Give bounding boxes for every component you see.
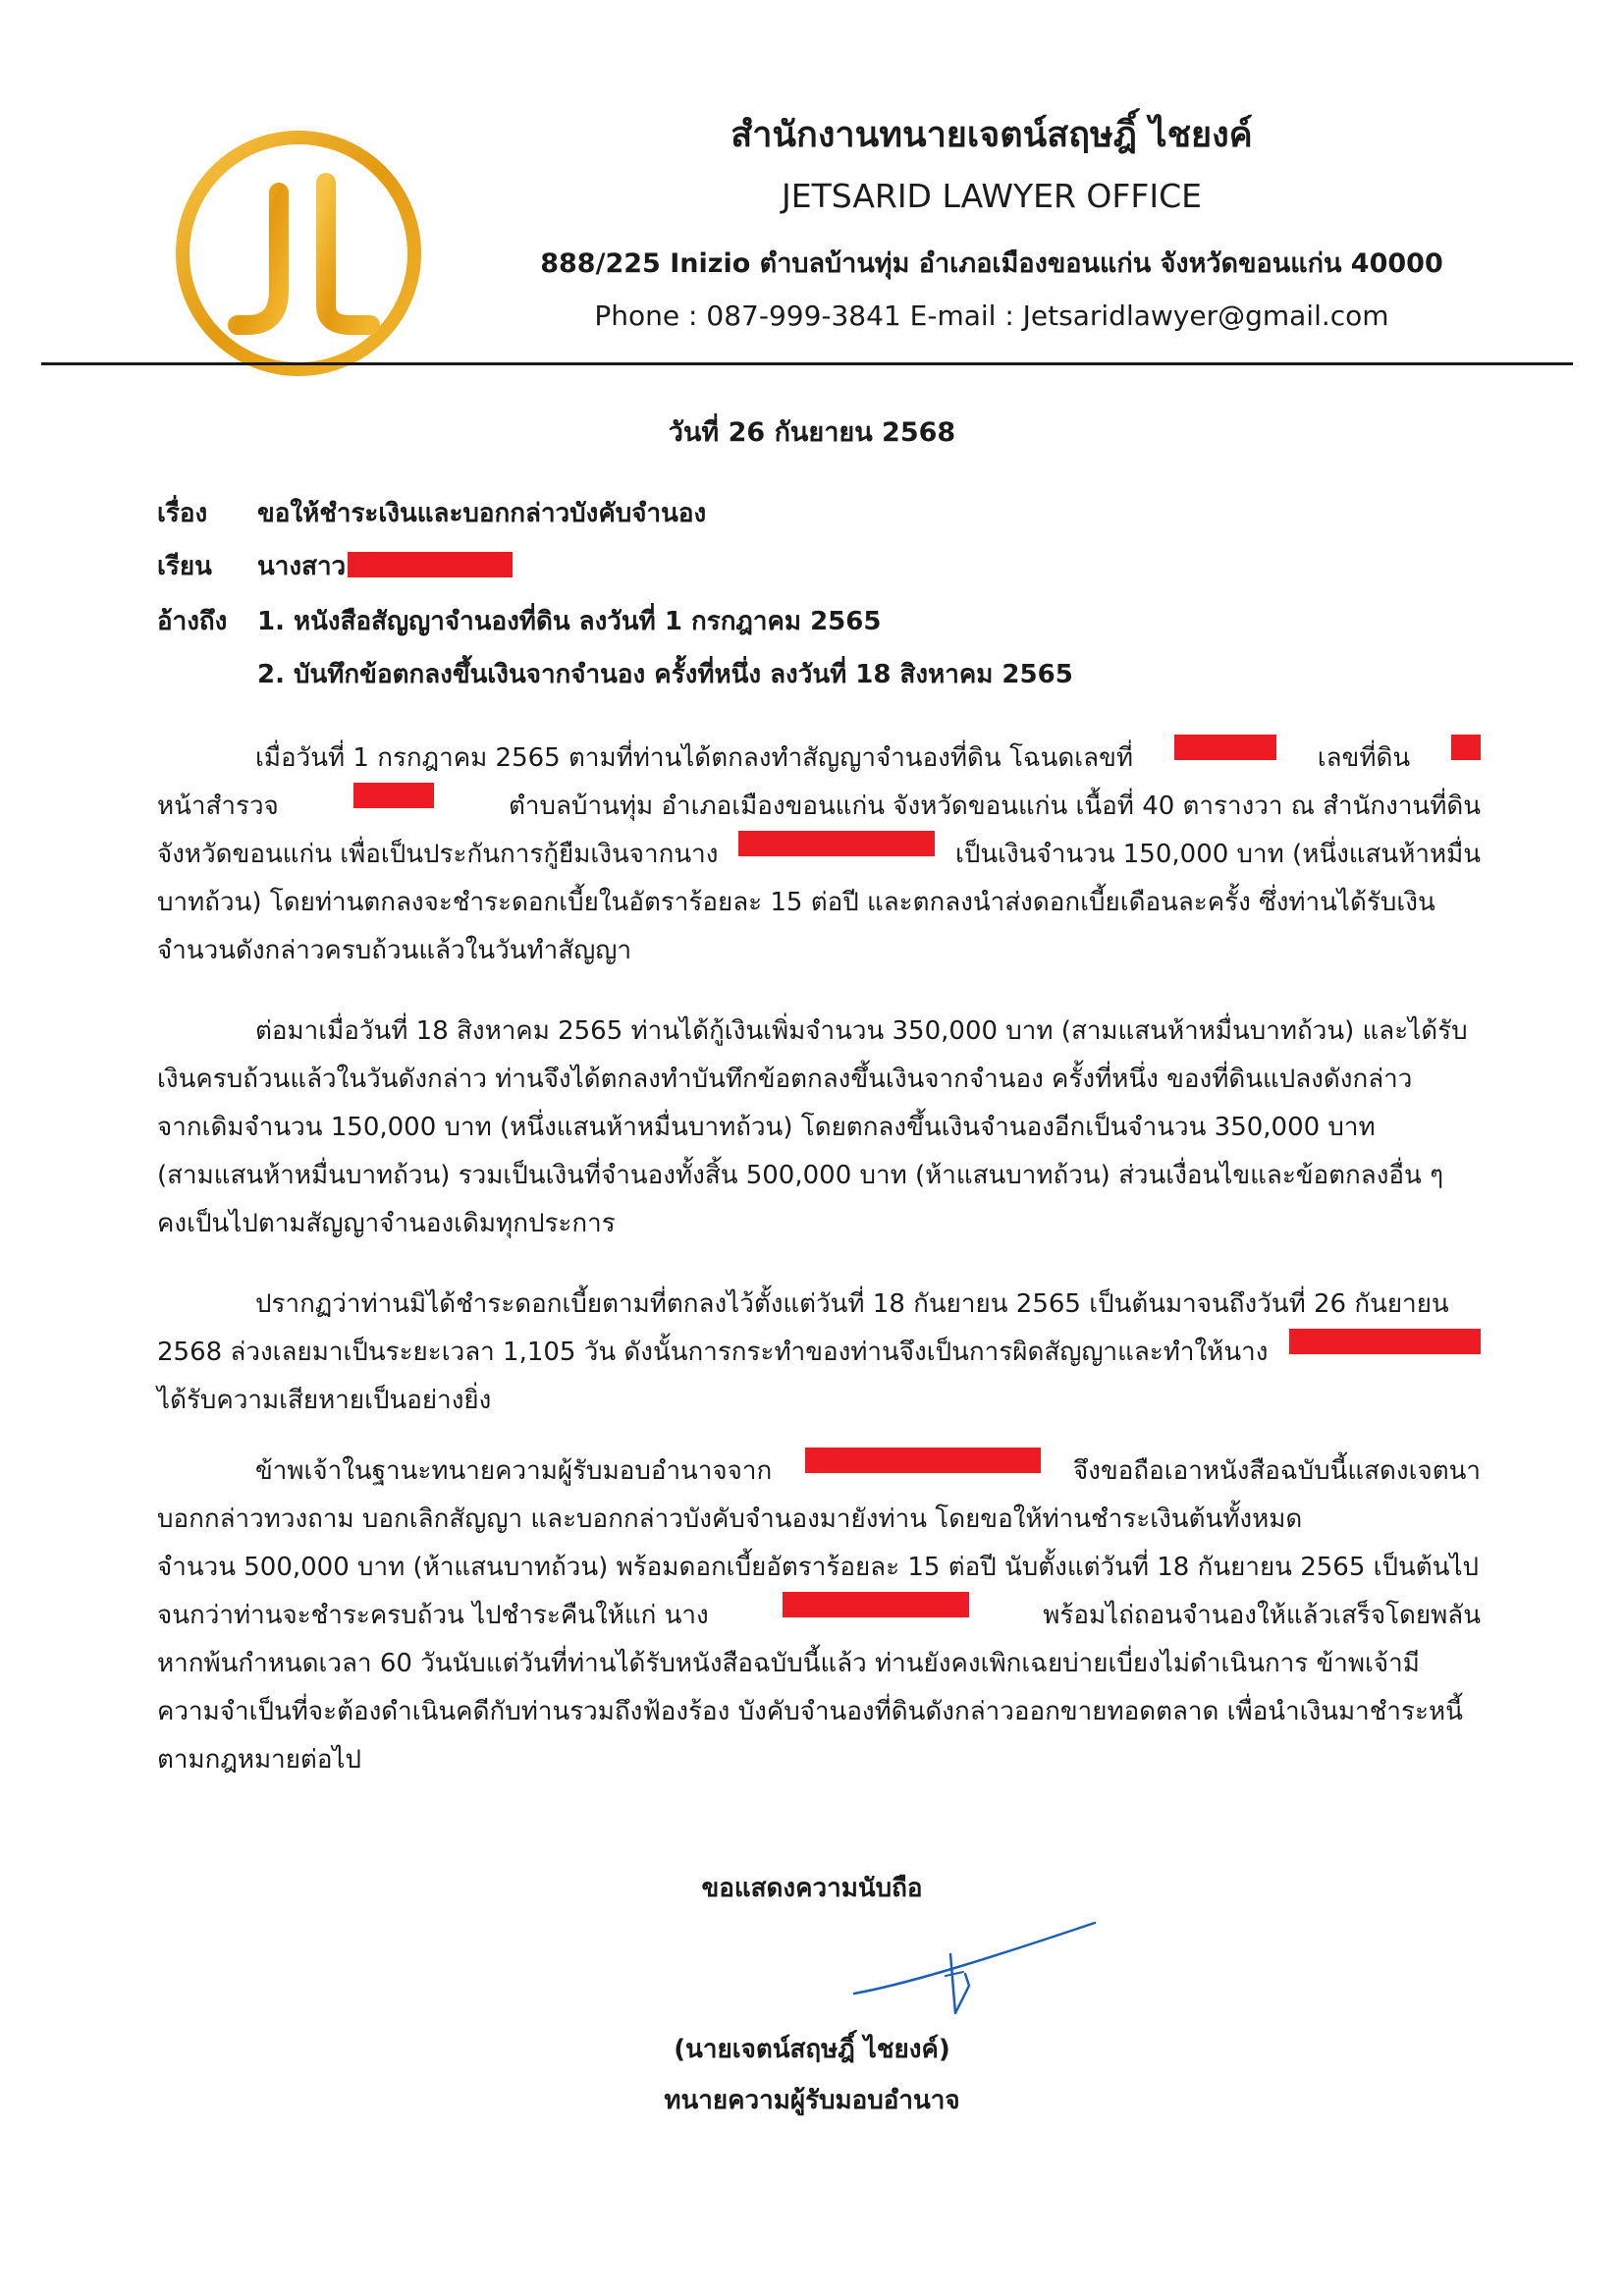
text-line: ต่อมาเมื่อวันที่ 18 สิงหาคม 2565 ท่านได้กู้เงินเพิ่มจำนวน 350,000 บาท (สามแสนห้าหมื่นบาทถ้วน) และได้รับ xyxy=(255,1016,1468,1046)
text-segment: 2568 ล่วงเลยมาเป็นระยะเวลา 1,105 วัน ดังนั้นการกระทำของท่านจึงเป็นการผิดสัญญาและทำให้นาง xyxy=(157,1338,1269,1367)
signature xyxy=(849,1915,1105,2023)
header-divider xyxy=(41,362,1573,365)
text-line: ปรากฏว่าท่านมิได้ชำระดอกเบี้ยตามที่ตกลงไว้ตั้งแต่วันที่ 18 กันยายน 2565 เป็นต้นมาจนถึงวันที่ 26 กันยายน xyxy=(255,1289,1449,1319)
text-line: จำนวนดังกล่าวครบถ้วนแล้วในวันทำสัญญา xyxy=(157,936,632,965)
closing-regards: ขอแสดงความนับถือ xyxy=(701,1874,923,1903)
redaction-mark xyxy=(1174,735,1276,760)
text-segment: ตำบลบ้านทุ่ม อำเภอเมืองขอนแก่น จังหวัดขอนแก่น เนื้อที่ 40 ตารางวา ณ สำนักงานที่ดิน xyxy=(509,792,1481,821)
paragraph-4 xyxy=(157,1448,1481,1784)
reference-2: 2. บันทึกข้อตกลงขึ้นเงินจากจำนอง ครั้งที่หนึ่ง ลงวันที่ 18 สิงหาคม 2565 xyxy=(257,660,1073,689)
svg-text:JL: JL xyxy=(169,124,170,125)
redaction-mark xyxy=(1451,735,1481,760)
subject-text: ขอให้ชำระเงินและบอกกล่าวบังคับจำนอง xyxy=(257,499,707,528)
text-line: จำนวน 500,000 บาท (ห้าแสนบาทถ้วน) พร้อมดอกเบี้ยอัตราร้อยละ 15 ต่อปี นับตั้งแต่วันที่ 18 กันยายน 2565 เป็นต้นไป xyxy=(157,1553,1480,1582)
signer-position: ทนายความผู้รับมอบอำนาจ xyxy=(664,2086,960,2115)
redaction-mark xyxy=(348,552,513,577)
redaction-mark xyxy=(1289,1329,1481,1354)
text-line: ตามกฎหมายต่อไป xyxy=(157,1745,362,1775)
text-segment: จังหวัดขอนแก่น เพื่อเป็นประกันการกู้ยืมเงินจากนาง xyxy=(157,840,719,869)
office-name-th: สำนักงานทนายเจตน์สฤษฎิ์ ไชยงค์ xyxy=(731,115,1253,155)
text-line: เงินครบถ้วนแล้วในวันดังกล่าว ท่านจึงได้ตกลงทำบันทึกข้อตกลงขึ้นเงินจากจำนอง ครั้งที่หนึ่ง ของที่ดินแปลงดังกล่าว xyxy=(157,1065,1413,1094)
paragraph-2 xyxy=(157,1008,1481,1248)
redaction-mark xyxy=(805,1448,1041,1473)
text-line: ได้รับความเสียหายเป็นอย่างยิ่ง xyxy=(157,1386,492,1415)
recipient xyxy=(257,546,513,586)
text-line: หากพ้นกำหนดเวลา 60 วันนับแต่วันที่ท่านได้รับหนังสือฉบับนี้แล้ว ท่านยังคงเพิกเฉยบ่ายเบี่ยงไม่ดำเนินการ ข้าพเจ้ามี xyxy=(157,1649,1420,1678)
office-address: 888/225 Inizio ตำบลบ้านทุ่ม อำเภอเมืองขอนแก่น จังหวัดขอนแก่น 40000 xyxy=(540,248,1443,279)
text-line xyxy=(157,1592,1481,1640)
redaction-mark xyxy=(353,783,434,808)
recipient-title: นางสาว xyxy=(257,552,347,581)
text-line xyxy=(157,1448,1481,1496)
text-line xyxy=(157,1329,1481,1377)
signer-name: (นายเจตน์สฤษฎิ์ ไชยงค์) xyxy=(674,2035,950,2064)
reference-1: 1. หนังสือสัญญาจำนองที่ดิน ลงวันที่ 1 กรกฎาคม 2565 xyxy=(257,607,882,636)
text-line: (สามแสนห้าหมื่นบาทถ้วน) รวมเป็นเงินที่จำนองทั้งสิ้น 500,000 บาท (ห้าแสนบาทถ้วน) ส่วนเงื่อนไขและข้อตกลงอื่น ๆ xyxy=(157,1161,1444,1190)
text-segment: เลขที่ดิน xyxy=(1317,743,1411,773)
reference-label: อ้างถึง xyxy=(157,607,228,636)
text-line: ความจำเป็นที่จะต้องดำเนินคดีกับท่านรวมถึงฟ้องร้อง บังคับจำนองที่ดินดังกล่าวออกขายทอดตลาด เพื่อนำเงินมาชำระหนี้ xyxy=(157,1697,1463,1726)
paragraph-3 xyxy=(157,1281,1481,1425)
office-contact: Phone : 087-999-3841 E-mail : Jetsaridlawyer@gmail.com xyxy=(594,300,1389,332)
text-segment: จนกว่าท่านจะชำระครบถ้วน ไปชำระคืนให้แก่ นาง xyxy=(157,1601,709,1630)
office-logo xyxy=(169,124,428,383)
office-name-en: JETSARID LAWYER OFFICE xyxy=(782,177,1202,215)
text-segment: จึงขอถือเอาหนังสือฉบับนี้แสดงเจตนา xyxy=(1073,1456,1481,1486)
text-segment: พร้อมไถ่ถอนจำนองให้แล้วเสร็จโดยพลัน xyxy=(1043,1601,1481,1630)
text-segment: เป็นเงินจำนวน 150,000 บาท (หนึ่งแสนห้าหมื่น xyxy=(955,840,1481,869)
letter-date: วันที่ 26 กันยายน 2568 xyxy=(668,417,956,448)
text-line: บอกกล่าวทวงถาม บอกเลิกสัญญา และบอกกล่าวบังคับจำนองมายังท่าน โดยขอให้ท่านชำระเงินต้นทั้งหมด xyxy=(157,1504,1303,1534)
subject-label: เรื่อง xyxy=(157,499,208,528)
redaction-mark xyxy=(738,831,935,856)
text-line xyxy=(157,879,1481,927)
to-label: เรียน xyxy=(157,552,212,581)
text-segment: เมื่อวันที่ 1 กรกฎาคม 2565 ตามที่ท่านได้ตกลงทำสัญญาจำนองที่ดิน โฉนดเลขที่ xyxy=(255,743,1134,773)
text-segment: ข้าพเจ้าในฐานะทนายความผู้รับมอบอำนาจจาก xyxy=(255,1456,773,1486)
text-segment: หน้าสำรวจ xyxy=(157,792,279,821)
text-line: จากเดิมจำนวน 150,000 บาท (หนึ่งแสนห้าหมื่นบาทถ้วน) โดยตกลงขึ้นเงินจำนองอีกเป็นจำนวน 350,000 บาท xyxy=(157,1113,1376,1142)
text-segment: บาทถ้วน) โดยท่านตกลงจะชำระดอกเบี้ยในอัตราร้อยละ 15 ต่อปี และตกลงนำส่งดอกเบี้ยเดือนละครั้ง ซึ่งท่านได้รับเงิน xyxy=(157,888,1435,917)
paragraph-1 xyxy=(157,735,1481,975)
redaction-mark xyxy=(783,1592,969,1617)
text-line: คงเป็นไปตามสัญญาจำนองเดิมทุกประการ xyxy=(157,1209,616,1238)
text-line xyxy=(157,783,1481,831)
text-line xyxy=(157,831,1481,879)
text-line xyxy=(157,735,1481,783)
